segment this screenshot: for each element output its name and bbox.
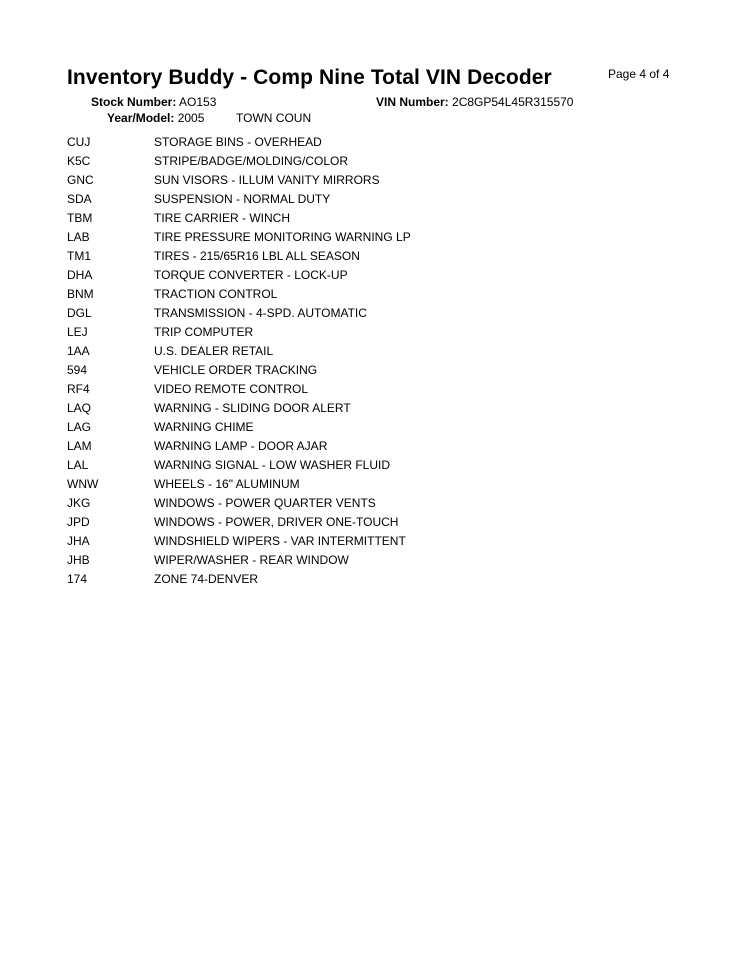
option-row bbox=[67, 247, 627, 266]
option-description: SUSPENSION - NORMAL DUTY bbox=[154, 192, 331, 206]
option-description: WIPER/WASHER - REAR WINDOW bbox=[154, 553, 349, 567]
option-row bbox=[67, 494, 627, 513]
year-value: 2005 bbox=[177, 111, 205, 125]
page-title: Inventory Buddy - Comp Nine Total VIN Decoder bbox=[67, 66, 552, 89]
option-description: WARNING - SLIDING DOOR ALERT bbox=[154, 401, 351, 415]
option-row bbox=[67, 133, 627, 152]
option-code: WNW bbox=[67, 477, 99, 491]
option-row bbox=[67, 532, 627, 551]
vin-number bbox=[376, 95, 573, 109]
option-code: GNC bbox=[67, 173, 94, 187]
option-code: TBM bbox=[67, 211, 93, 225]
stock-number-value: AO153 bbox=[179, 95, 217, 109]
option-code: JHB bbox=[67, 553, 90, 567]
option-code: JPD bbox=[67, 515, 90, 529]
stock-number-label: Stock Number: bbox=[91, 95, 177, 109]
option-code: LAG bbox=[67, 420, 92, 434]
option-row bbox=[67, 570, 627, 589]
option-code: JKG bbox=[67, 496, 91, 510]
option-row bbox=[67, 418, 627, 437]
option-code: K5C bbox=[67, 154, 91, 168]
option-row bbox=[67, 171, 627, 190]
option-code: DHA bbox=[67, 268, 93, 282]
option-row bbox=[67, 380, 627, 399]
option-code: LAL bbox=[67, 458, 89, 472]
option-description: STRIPE/BADGE/MOLDING/COLOR bbox=[154, 154, 349, 168]
option-code: 594 bbox=[67, 363, 88, 377]
vin-number-label: VIN Number: bbox=[376, 95, 449, 109]
option-description: TIRE CARRIER - WINCH bbox=[154, 211, 290, 225]
option-description: TIRE PRESSURE MONITORING WARNING LP bbox=[154, 230, 411, 244]
option-code: LAM bbox=[67, 439, 92, 453]
option-description: ZONE 74-DENVER bbox=[154, 572, 259, 586]
option-code: 1AA bbox=[67, 344, 90, 358]
option-row bbox=[67, 209, 627, 228]
option-row bbox=[67, 152, 627, 171]
option-description: TRANSMISSION - 4-SPD. AUTOMATIC bbox=[154, 306, 367, 320]
option-row bbox=[67, 399, 627, 418]
option-row bbox=[67, 285, 627, 304]
option-row bbox=[67, 513, 627, 532]
option-code: LEJ bbox=[67, 325, 88, 339]
option-description: WINDOWS - POWER, DRIVER ONE-TOUCH bbox=[154, 515, 399, 529]
option-code: SDA bbox=[67, 192, 92, 206]
option-description: TRIP COMPUTER bbox=[154, 325, 254, 339]
option-row bbox=[67, 437, 627, 456]
option-description: WARNING SIGNAL - LOW WASHER FLUID bbox=[154, 458, 391, 472]
option-description: TRACTION CONTROL bbox=[154, 287, 278, 301]
option-description: WINDSHIELD WIPERS - VAR INTERMITTENT bbox=[154, 534, 406, 548]
stock-number bbox=[91, 95, 216, 109]
option-code: JHA bbox=[67, 534, 90, 548]
option-description: STORAGE BINS - OVERHEAD bbox=[154, 135, 322, 149]
vin-number-value: 2C8GP54L45R315570 bbox=[452, 95, 574, 109]
option-description: VIDEO REMOTE CONTROL bbox=[154, 382, 309, 396]
year-model bbox=[107, 111, 204, 125]
option-code: CUJ bbox=[67, 135, 91, 149]
option-row bbox=[67, 456, 627, 475]
option-row bbox=[67, 323, 627, 342]
option-code: TM1 bbox=[67, 249, 91, 263]
option-code: LAB bbox=[67, 230, 90, 244]
option-row bbox=[67, 304, 627, 323]
option-list bbox=[67, 133, 627, 589]
option-description: WARNING CHIME bbox=[154, 420, 254, 434]
option-code: DGL bbox=[67, 306, 92, 320]
option-description: WHEELS - 16" ALUMINUM bbox=[154, 477, 300, 491]
option-code: 174 bbox=[67, 572, 88, 586]
option-row bbox=[67, 551, 627, 570]
option-code: LAQ bbox=[67, 401, 92, 415]
option-description: TIRES - 215/65R16 LBL ALL SEASON bbox=[154, 249, 360, 263]
option-row bbox=[67, 266, 627, 285]
option-row bbox=[67, 361, 627, 380]
option-code: BNM bbox=[67, 287, 94, 301]
page-number: Page 4 of 4 bbox=[608, 67, 670, 81]
option-code: RF4 bbox=[67, 382, 90, 396]
option-description: WINDOWS - POWER QUARTER VENTS bbox=[154, 496, 376, 510]
year-model-label: Year/Model: bbox=[107, 111, 175, 125]
option-description: SUN VISORS - ILLUM VANITY MIRRORS bbox=[154, 173, 380, 187]
option-description: WARNING LAMP - DOOR AJAR bbox=[154, 439, 328, 453]
option-row bbox=[67, 228, 627, 247]
option-row bbox=[67, 342, 627, 361]
option-row bbox=[67, 475, 627, 494]
model-value: TOWN COUN bbox=[236, 111, 312, 125]
option-row bbox=[67, 190, 627, 209]
option-description: TORQUE CONVERTER - LOCK-UP bbox=[154, 268, 348, 282]
option-description: U.S. DEALER RETAIL bbox=[154, 344, 274, 358]
option-description: VEHICLE ORDER TRACKING bbox=[154, 363, 318, 377]
